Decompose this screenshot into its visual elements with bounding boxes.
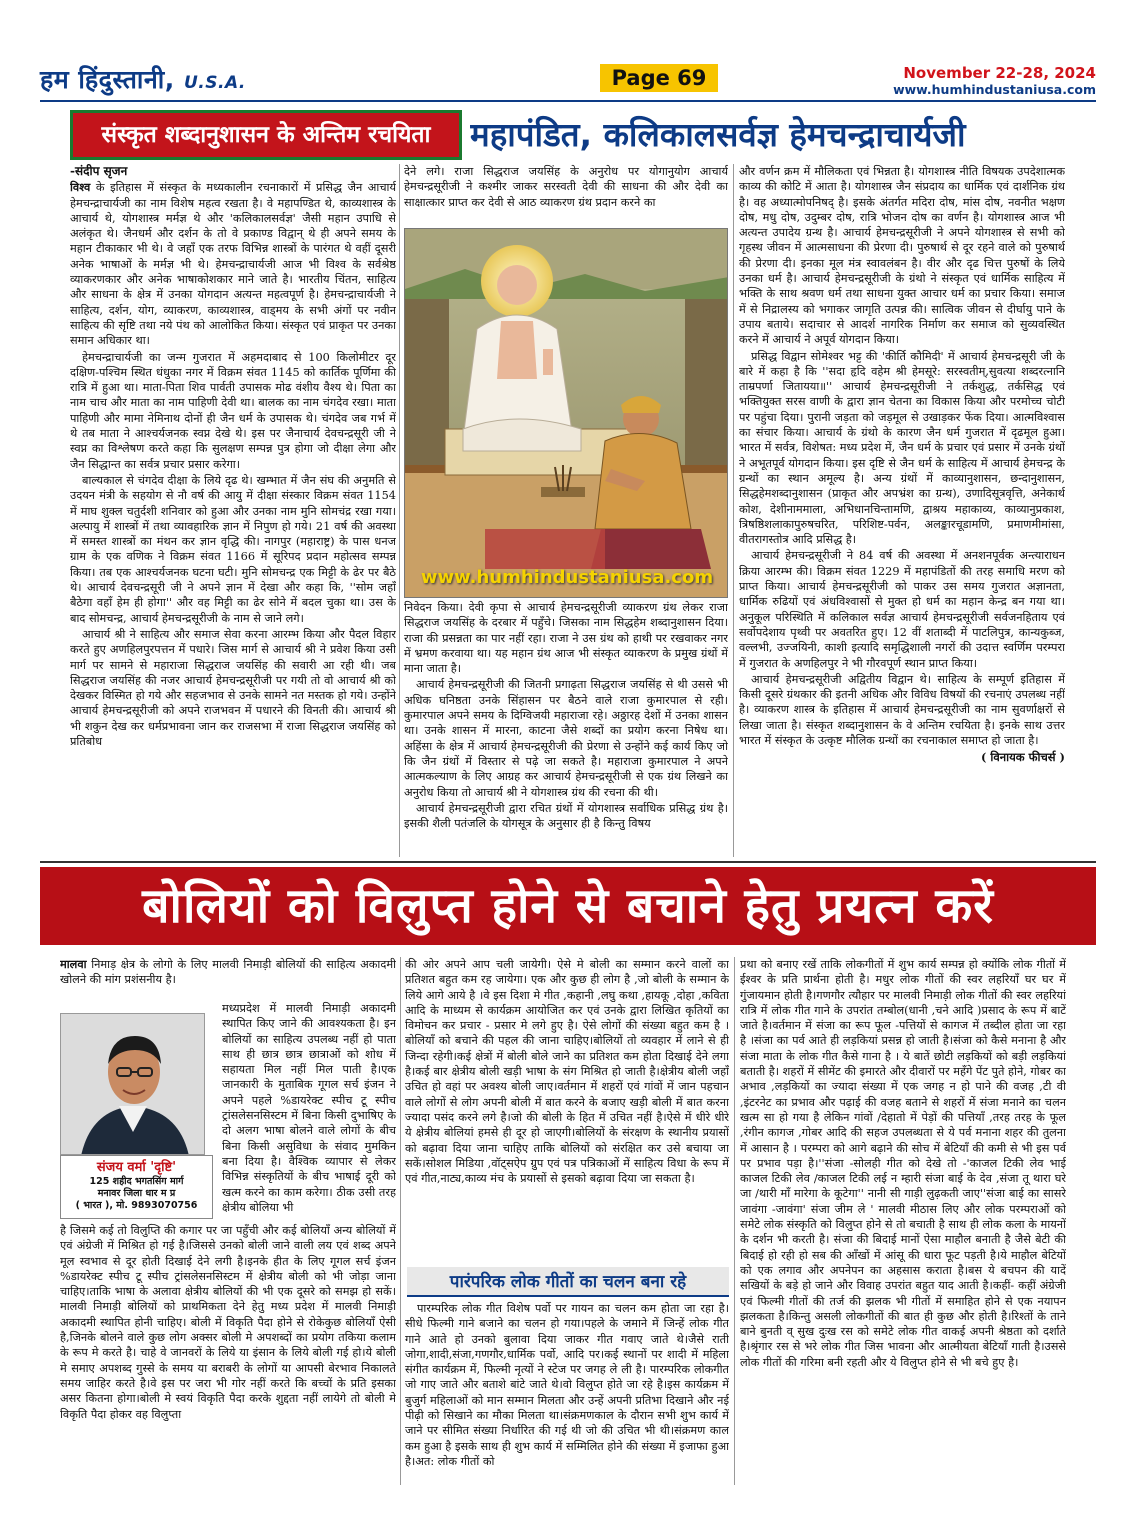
brand-name: हम हिंदुस्तानी, [40,65,175,94]
article1-paragraph: विश्व के इतिहास में संस्कृत के मध्यकालीन रचनाकारों में प्रसिद्ध जैन आचार्य हेमचन्द्राचार्यजी का नाम विशेष महत्व रखता है। वे महापण्डित थे, काव्यशास्त्र के आचार्य थे, योगशास्त्र मर्मज्ञ थे और 'कलिकालसर्वज्ञ' जैसी महान उपाधि से अलंकृत थे। जैनधर्म और दर्शन के तो वे प्रकाण्ड विद्वान् थे ही अपने समय के महान टीकाकार भी थे। वे जहाँ एक तरफ विभिन्न शास्त्रों के पारंगत थे वहीं दूसरी अनेक भाषाओं के मर्मज्ञ भी थे। हेमचन्द्राचार्यजी आज भी विश्व के सर्वश्रेष्ठ व्याकरणकार और अनेक भाषाकोशकार माने जाते है। भारतीय चिंतन, साहित्य और साधना के क्षेत्र में उनका योगदान अत्यन्त महत्वपूर्ण है। हेमचन्द्राचार्यजी ने साहित्य, दर्शन, योग, व्याकरण, काव्यशास्त्र, वाड्मय के सभी अंगों पर नवीन साहित्य की सृष्टि तथा नये पंथ को आलोकित किया। संस्कृत एवं प्राकृत पर उनका समान अधिकार था। [70,180,396,348]
article1-headline [70,110,1066,160]
article1-watermark: www.humhindustaniusa.com [420,567,714,588]
article2-column-2-bottom [405,1301,729,1485]
article1-column-1 [70,164,396,857]
brand-logo[interactable] [40,62,246,96]
article1-paragraph: बाल्यकाल से चंगदेव दीक्षा के लिये दृढ थे। खम्भात में जैन संघ की अनुमति से उदयन मंत्री के सहयोग से नौ वर्ष की आयु में दीक्षा संस्कार विक्रम संवत 1154 में माघ शुक्ल चतुर्दशी शनिवार को हुआ और उनका नाम मुनि सोमचंद्र रखा गया। अल्पायु में शास्त्रों में तथा व्यावहारिक ज्ञान में निपुण हो गये। 21 वर्ष की अवस्था में समस्त शास्त्रों का मंथन कर ज्ञान वृद्धि की। नागपुर (महाराष्ट्र) के पास धनज ग्राम के एक वणिक ने विक्रम संवत 1166 में सूरिपद प्रदान महोत्सव सम्पन्न किया। तब एक आश्चर्यजनक घटना घटी। मुनि सोमचन्द्र एक मिट्टी के ढेर पर बैठे थे। आचार्य देवचन्द्रसूरी जी ने अपने ज्ञान में देखा और कहा कि, ''सोम जहाँ बैठेगा वहाँ हेम ही होगा'' और वह मिट्टी का ढेर सोने में बदल चुका था। उस के बाद सोमचन्द्र, आचार्य हेमचन्द्रसूरीजी के नाम से जाने लगे। [70,473,396,625]
column-divider [734,957,735,1485]
article1-lead-word: विश्व [70,180,91,195]
article1-paragraph: आचार्य हेमचन्द्रसूरीजी अद्वितीय विद्वान थे। साहित्य के सम्पूर्ण इतिहास में किसी दूसरे ग्रंथकार की इतनी अधिक और विविध विषयों की रचनाएं उपलब्ध नहीं है। व्याकरण शास्त्र के इतिहास में आचार्य हेमचन्द्रसूरीजी का नाम सुवर्णाक्षरों से लिखा जाता है। संस्कृत शब्दानुशासन के वे अन्तिम रचयिता है। इनके साथ उत्तर भारत में संस्कृत के उत्कृष्ट मौलिक ग्रन्थों का रचनाकाल समाप्त हो जाता है। [739,672,1065,747]
article2-paragraph: है जिसमे कई तो विलुप्ति की कगार पर जा पहुँची और कई बोलियाँ अन्य बोलियों में एवं अंग्रेजी में मिश्रित हो गई है।जिससे उनको बोली जाने वाली लय एवं शब्द अपने मूल स्वभाव से दूर होती दिखाई देने लगी है।इनके हीत के लिए गूगल सर्च इंजन %डायरेक्ट स्पीच टू स्पीच ट्रांसलेसनसिस्टम में क्षेत्रीय बोली को भी जोड़ा जाना चाहिए।ताकि भाषा के अलावा क्षेत्रीय बोलियों की भी एक दूसरे को समझ हो सकें। मालवी निमाड़ी बोलियों को प्राथमिकता देने हेतु मध्य प्रदेश में मालवी निमाड़ी अकादमी स्थापित होनी चाहिए। बोली में विकृति पैदा होने से रोकेकुछ बोलियाँ ऐसी है,जिनके बोलने वाले कुछ लोग अक्सर बोली मे अपशब्दों का प्रयोग तकिया कलाम के रूप मे करते है। चाहे वे जानवरों के लिये या इंसान के लिये बोली गई हो।ये बोली मे समाए अपशब्द गुस्से के समय या बराबरी के लोगों या आपसी बेरभाव निकालते समय जाहिर करते है।वे इस पर जरा भी गोर नहीं करते कि बच्चों के प्रति इसका असर कितना होगा।बोली मे स्वयं विकृति पैदा करके शुद्दता नहीं लायेगे तो बोली मे विकृति पैदा होकर वह विलुप्ता [60,1224,396,1421]
article2-paragraph: पारम्परिक लोक गीत विशेष पर्वो पर गायन का चलन कम होता जा रहा है।सीधे फिल्मी गाने बजाने का चलन हो गया।पहले के जमाने में जिन्हें लोक गीत गाने आते हो उनको बुलावा दिया जाकर गीत गवाए जाते थे।जैसे राती जोगा,शादी,संजा,गणगौर,धार्मिक पर्वो, आदि पर।कई स्थानों पर शादी में महिला संगीत कार्यक्रम में, फिल्मी नृत्यों ने स्टेज पर जगह ले ली है। पारम्परिक लोकगीत जो गाए जाते और बताशे बांटे जाते थे।वो विलुप्त होते जा रहे है।इस कार्यक्रम में बुजुर्ग महिलाओं को मान सम्मान मिलता और उन्हें अपनी प्रतिभा दिखाने और नई पीढ़ी को सिखाने का मौका मिलता था।संक्रमणकाल के दौरान सभी शुभ कार्य में जाने पर सीमित संख्या निर्धारित की गई थी जो की उचित भी थी।संक्रमण काल कम हुआ है इसके साथ ही शुभ कार्य में सम्मिलित होने की संख्या में इजाफा हुआ है।अत: लोक गीतों को [405,1302,729,1468]
website-link[interactable]: www.humhindustaniusa.com [893,82,1096,97]
article1-paragraph: आचार्य हेमचन्द्रसूरीजी द्वारा रचित ग्रंथों में योगशास्त्र सर्वाधिक प्रसिद्ध ग्रंथ है। इसकी शैली पतंजलि के योगसूत्र के अनुसार ही है किन्तु विषय [404,801,728,831]
article1-title: महापंडित, कलिकालसर्वज्ञ हेमचन्द्राचार्यजी [470,115,966,154]
author-info [60,1155,213,1219]
article1-paragraph: प्रसिद्ध विद्वान सोमेश्वर भट्ट की 'कीर्ति कौमिदी' में आचार्य हेमचन्द्रसूरी जी के बारे में कहा है कि ''सदा हृदि वहेम श्री हेमसूरे: सरस्वतीम्‌,सुवत्या शब्दरत्नानि ताम्रपर्णा जितायया॥'' आचार्य हेमचन्द्रसूरीजी ने तर्कशुद्ध, तर्कसिद्ध एवं भक्तियुक्त सरस वाणी के द्वारा ज्ञान चेतना का विकास किया और परमोच्च चोटी पर पहुंचा दिया। पुरानी जड़ता को जड़मूल से उखाड़कर फेंक दिया। आत्मविश्वास का संचार किया। आचार्य के ग्रंथो के कारण जैन धर्म गुजरात में दृढमूल हुआ। भारत में सर्वत्र, विशेषत: मध्य प्रदेश में, जैन धर्म के प्रचार एवं प्रसार में उनके ग्रंथों ने अभूतपूर्व योगदान किया। इस दृष्टि से जैन धर्म के साहित्य में आचार्य हेमचन्द्र के ग्रन्थों का स्थान अमूल्य है। अन्य ग्रंथों में काव्यानुशासन, छन्दानुशासन, सिद्धहेमशब्दानुशासन (प्राकृत और अपभ्रंश का ग्रन्थ), उणादिसूत्रवृत्ति, अनेकार्थ कोश, देशीनाममाला, अभिधानचिन्तामणि, द्वाश्रय महाकाव्य, काव्यानुप्रकाश, त्रिषष्ठिशलाकापुरुषचरित, परिशिष्ट-पर्वन, अलङ्कारचूडामणि, प्रमाणमीमांसा, वीतरागस्तोत्र आदि प्रसिद्ध है। [739,349,1065,547]
article1-column-2-bottom [404,600,728,857]
author-address: 125 शहीद भगतसिंग मार्ग [89,1176,184,1187]
article2-paragraph: मध्यप्रदेश में मालवी निमाड़ी अकादमी स्थापित किए जाने की आवश्यकता है। इन बोलियों का साहित्य उपलब्ध नहीं हो पाता साथ ही छात्र छात्र छात्राओं को शोध में सहायता मिल नहीं मिल पाती है।एक जानकारी के मुताबिक गूगल सर्च इंजन ने अपने पहले %डायरेक्ट स्पीच टू स्पीच ट्रांसलेसनसिस्टम में बिना किसी दुभाषिए के दो अलग भाषा बोलने वाले लोगों के बीच बिना किसी असुविधा के संवाद मुमकिन बना दिया है। वैश्विक व्यापार से लेकर विभिन्न संस्कृतियों के बीच भाषाई दूरी को खत्म करने का काम करेगा। ठीक उसी तरह क्षेत्रीय बोलिया भी [222,1002,396,1214]
article1-byline: -संदीप सृजन [70,164,128,178]
article1-paragraph: देने लगे। राजा सिद्धराज जयसिंह के अनुरोध पर योगानुयोग आचार्य हेमचन्द्रसूरीजी ने कश्मीर जाकर सरस्वती देवी की साधना की और देवी का साक्षात्कार प्राप्त कर देवी से आठ व्याकरण ग्रंथ प्रदान करने का [404,165,728,209]
article2-paragraph: प्रथा को बनाए रखें ताकि लोकगीतों में शुभ कार्य सम्पन्न हो क्योंकि लोक गीतों में ईश्वर के प्रति प्रार्थना होती है। मधुर लोक गीतों की स्वर लहरियाँ घर घर में गुंजायमान होती है।गणगौर त्यौहार पर मालवी निमाड़ी लोक गीतों की स्वर लहरियां रात्रि में लोक गीत गाने के उपरांत तम्बोल(धानी ,चने आदि )प्रसाद के रूप में बाटें जाते है।वर्तमान में संजा का रूप फूल -पत्तियों से कागज में तब्दील होता जा रहा है ।संजा का पर्व आते ही लड़कियां प्रसन्न हो जाती है।संजा को कैसे मनाना है और संजा माता के लोक गीत कैसे गाना है । ये बातें छोटी लड़कियों को बड़ी लड़कियां बताती है। शहरों में सीमेंट की इमारते और दीवारों पर महँगे पेंट पुते होने, गोबर का अभाव ,लड़कियों का ज्यादा संख्या में एक जगह न हो पाने की वजह ,टी वी ,इंटरनेट का प्रभाव और पढ़ाई की वजह बताने से शहरों में संजा मनाने का चलन खत्म सा हो गया है लेकिन गांवों /देहातो में पेड़ों की पत्तियाँ ,तरह तरह के फूल ,रंगीन कागज ,गोबर आदि की सहज उपलब्धता से ये पर्व मनाना शहर की तुलना में आसान है । परम्परा को आगे बढ़ाने की सोच में बेटियाँ की कमी से भी इस पर्व पर प्रभाव पड़ा है।''संजा -सोलही गीत को देखे तो -'काजल टिकी लेव भाई काजल टिकी लेव /काजल टिकी लई न म्हारी संजा बाई के देव ,संजा तू थारा घरे जा /थारी माँ मारेगा के कूटेगा'' नानी सी गाड़ी लुढ़कती जाए''संजा बाई का सासरे जावंगा -जावंगा' संजा जीम ले ' मालवी मीठास लिए और लोक परम्पराओं को समेटे लोक संस्कृति को विलुप्त होने से तो बचाती है साथ ही लोक कला के मायनों के दर्शन भी करती है। संजा की बिदाई मानों ऐसा माहौल बनाती है जैसे बेटी की बिदाई हो रही हो सब की आँखों में आंसू की धारा फूट पड़ती है।ये माहौल बेटियों को एक लगाव और अपनेपन का अहसास कराता है।बस ये बचपन की यादें सखियों के बड़े हो जाने और विवाह उपरांत बहुत याद आती है।कहीं- कहीं अंग्रेजी एवं फिल्मी गीतों की तर्ज की झलक भी गीतों में समाहित होने से एक नयापन झलकता है।किन्तु असली लोकगीतों की बात ही कुछ और होती है।रिश्तों के ताने बाने बुनती व् सुख दुःख रस को समेटे लोक गीत वाकई अपनी श्रेष्ठता को दर्शाते है।श्रृंगार रस से भरे लोक गीत जिस भावना और आत्मीयता बेटियाँ गाती है।उससे लोक गीतों की गरिमा बनी रहती और ये विलुप्त होने से भी बचे हुए है। [740,958,1066,1369]
brand-suffix: U.S.A. [183,73,246,93]
column-divider [733,164,734,857]
column-divider [399,164,400,857]
article1-paragraph: और वर्णन क्रम में मौलिकता एवं भिन्नता है। योगशास्त्र नीति विषयक उपदेशात्मक काव्य की कोटि में आता है। योगशास्त्र जैन संप्रदाय का धार्मिक एवं दार्शनिक ग्रंथ है। वह अध्यात्मोपनिषद् है। इसके अंतर्गत मदिरा दोष, मांस दोष, नवनीत भक्षण दोष, मधु दोष, उदुम्बर दोष, रात्रि भोजन दोष का वर्णन है। योगशास्त्र आज भी अत्यन्त उपादेय ग्रन्थ है। आचार्य हेमचन्द्रसूरीजी ने अपने योगशास्त्र से सभी को गृहस्थ जीवन में आत्मसाधना की प्रेरणा दी। पुरुषार्थ से दूर रहने वाले को पुरुषार्थ की प्रेरणा दी। इनका मूल मंत्र स्वावलंबन है। वीर और दृढ चित्त पुरुषों के लिये उनका धर्म है। आचार्य हेमचन्द्रसूरीजी के ग्रंथो ने संस्कृत एवं धार्मिक साहित्य में भक्ति के साथ श्रवण धर्म तथा साधना युक्त आचार धर्म का प्रचार किया। समाज में से निद्रालस्य को भगाकर जागृति उत्पन्न की। सात्विक जीवन से दीर्घायु पाने के उपाय बताये। सदाचार से आदर्श नागरिक निर्माण कर समाज को सुव्यवस्थित करने में आचार्य ने अपूर्व योगदान किया। [739,165,1065,347]
author-address: मनावर जिला धार म प्र [97,1188,176,1199]
article1-illustration [404,228,728,598]
page-number: Page 69 [600,64,718,92]
avatar [61,1014,205,1155]
article1-paragraph: निवेदन किया। देवी कृपा से आचार्य हेमचन्द्रसूरीजी व्याकरण ग्रंथ लेकर राजा सिद्धराज जयसिंह के दरबार में पहुँचे। जिसका नाम सिद्धहेम शब्दानुशासन दिया। राजा की प्रसन्नता का पार नहीं रहा। राजा ने उस ग्रंथ को हाथी पर रखवाकर नगर में भ्रमण करवाया था। यह महान ग्रंथ आज भी संस्कृत व्याकरण के प्रमुख ग्रंथों में माना जाता है। [404,601,728,676]
issue-date: November 22-28, 2024 [903,64,1096,82]
article1-column-3 [739,164,1065,857]
article1-paragraph: आचार्य हेमचन्द्रसूरीजी की जितनी प्रगाढ़ता सिद्धराज जयसिंह से थी उससे भी अधिक घनिष्ठता उनके सिंहासन पर बैठने वाले राजा कुमारपाल से रही। कुमारपाल अपने समय के दिग्विजयी महाराजा रहे। अठ्ठारह देशों में उनका शासन था। उनके शासन में मारना, काटना जैसे शब्दों का प्रयोग करना निषेध था। अहिंसा के क्षेत्र में आचार्य हेमचन्द्रसूरीजी की प्रेरणा से उन्होंने कई कार्य किए जो कि जैन ग्रंथों में विस्तार से पढ़े जा सकते है। महाराजा कुमारपाल ने अपने आत्मकल्याण के लिए आग्रह कर आचार्य हेमचन्द्रसूरीजी से एक ग्रंथ लिखने का अनुरोध किया तो आचार्य श्री ने योगशास्त्र ग्रंथ की रचना की थी। [404,678,728,799]
author-name: संजय वर्मा 'दृष्टि' [96,1160,177,1175]
section-divider [40,861,1096,863]
article1-kicker: संस्कृत शब्दानुशासन के अन्तिम रचयिता [70,110,462,160]
article1-paragraph: आचार्य श्री ने साहित्य और समाज सेवा करना आरम्भ किया और पैदल विहार करते हुए अणहिलपुरपत्तन में पधारे। जिस मार्ग से आचार्य श्री ने प्रवेश किया उसी मार्ग पर सामने से महाराजा सिद्धराज जयसिंह की सवारी आ रही थी। जब सिद्धराज जयसिंह की नजर आचार्य हेमचन्द्रसूरीजी पर गयी तो वो आचार्य श्री को देखकर विस्मित हो गये और सहजभाव से उनके सामने नत मस्तक हो गये। उन्होंने आचार्य हेमचन्द्रसूरीजी को अपने राजभवन में पधारने की विनती की। आचार्य श्री भी शकुन देख कर धर्मप्रभावना जान कर राजसभा में राजा सिद्धराज जयसिंह को प्रतिबोध [70,627,396,748]
article2-paragraph: की ओर अपने आप चली जायेगी। ऐसे मे बोली का सम्मान करने वालों का प्रतिशत बहुत कम रह जायेगा। एक और कुछ ही लोग है ,जो बोली के सम्मान के लिये आगे आये है ।वे इस दिशा मे गीत ,कहानी ,लघु कथा ,हायकू ,दोहा ,कविता आदि के माध्यम से कार्यक्रम आयोजित कर एवं उनके द्वारा लिखित कृतियों का विमोचन कर प्रचार - प्रसार मे लगे हुए है। ऐसे लोगों की संख्या बहुत कम है ।बोलियाँ को बचाने की पहल की जाना चाहिए।बोलियों तो व्यवहार में लाने से ही जिन्दा रहेगी।कई क्षेत्रों में बोली बोले जाने का प्रतिशत कम होता दिखाई देने लगा है।कई बार क्षेत्रीय बोली खड़ी भाषा के संग मिश्रित हो जाती है।क्षेत्रीय बोली जहाँ उचित हो वहां पर अवश्य बोली जाए।वर्तमान में शहरों एवं गांवों में जान पहचान वाले लोगों से लोग अपनी बोली में बात करने के बजाए खड़ी बोली में बात करना ज्यादा पसंद करने लगे है।जो की बोली के हित में उचित नहीं है।ऐसे में धीरे धीरे ये क्षेत्रीय बोलियां हमसे ही दूर हो जाएगी।बोलियों के संरक्षण के स्थानीय प्रयासों को बढ़ावा दिया जाना चाहिए ताकि बोलियों को संरक्षित कर उसे बचाया जा सकें।सोशल मिडिया ,वॉट्सऐप ग्रुप एवं पत्र पत्रिकाओं में साहित्य विधा के रूप में एवं गीत,नाट्य,काव्य मंच के प्रयासों से इसको बढ़ावा दिया जा सकता है। [405,958,729,1186]
acharya-painting-image [405,229,728,598]
article2-subhead: पारंपरिक लोक गीतों का चलन बना रहे [407,1267,729,1297]
author-contact: ( भारत ), मो. 9893070756 [75,1200,198,1211]
masthead-rule [40,100,1096,102]
author-photo [60,1013,205,1155]
masthead [40,60,1096,102]
article2-column-1-bottom [60,1223,396,1485]
article2-paragraph: मालवा निमाड़ क्षेत्र के लोगो के लिए मालवी निमाड़ी बोलियों की साहित्य अकादमी खोलने की मांग प्रशंसनीय है। [60,957,396,987]
article2-lead-word: मालवा [60,957,87,971]
article1-paragraph: हेमचन्द्राचार्यजी का जन्म गुजरात में अहमदाबाद से 100 किलोमीटर दूर दक्षिण-पश्चिम स्थित धंधुका नगर में विक्रम संवत 1145 को कार्तिक पूर्णिमा की रात्रि में हुआ था। माता-पिता शिव पार्वती उपासक मोढ वंशीय वैश्य थे। पिता का नाम चाच और माता का नाम पाहिणी देवी था। बालक का नाम चंगदेव रखा। माता पाहिणी और मामा नेमिनाथ दोनों ही जैन धर्म के उपासक थे। चंगदेव जब गर्भ में थे तब माता ने आश्चर्यजनक स्वप्न देखे थे। इस पर जैनाचार्य देवचन्द्रसूरी जी ने स्वप्न का विश्लेषण करते कहा कि सुलक्षण सम्पन्न पुत्र होगा जो दीक्षा लेगा और जैन सिद्धान्त का सर्वत्र प्रचार प्रसार करेगा। [70,350,396,471]
article2-column-2-top [405,957,729,1263]
article1-credit: ( विनायक फीचर्स ) [980,750,1065,765]
article2-title: बोलियों को विलुप्त होने से बचाने हेतु प्रयत्न करें [40,867,1096,945]
column-divider [400,957,401,1485]
article2-column-1-side [222,1001,396,1221]
article1-column-2-top [404,164,728,226]
article1-paragraph: आचार्य हेमचन्द्रसूरीजी ने 84 वर्ष की अवस्था में अनशनपूर्वक अन्त्याराधन क्रिया आरम्भ की। विक्रम संवत 1229 में महापंडितों की तरह समाधि मरण को प्राप्त किया। आचार्य हेमचन्द्रसूरीजी को पाकर उस समय गुजरात अज्ञानता, धार्मिक रुढियों एवं अंधविश्वासों से मुक्त हो धर्म का महान केन्द्र बन गया था। अनुकूल परिस्थिति में कलिकाल सर्वज्ञ आचार्य हेमचन्द्रसूरीजी सर्वजनहिताय एवं सर्वोपदेशाय पृथ्वी पर अवतरित हुए। 12 वीं शताब्दी में पाटलिपुत्र, कान्यकुब्ज, वल्लभी, उज्जयिनी, काशी इत्यादि समृद्धिशाली नगरों की उदात्त स्वर्णिम परम्परा में गुजरात के अणहिलपुर ने भी गौरवपूर्ण स्थान प्राप्त किया। [739,549,1065,670]
article2-column-3 [740,957,1066,1485]
